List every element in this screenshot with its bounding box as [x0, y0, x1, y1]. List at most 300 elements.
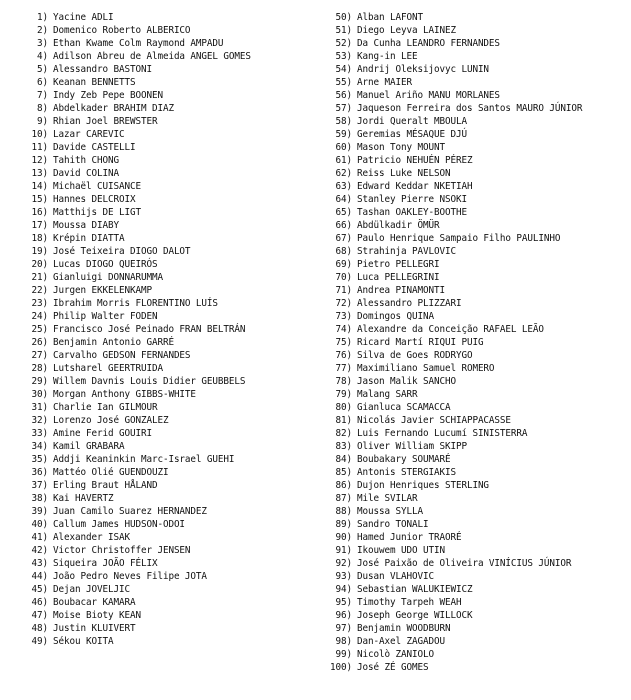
list-item	[320, 427, 582, 440]
player-name: Andrea PINAMONTI	[357, 285, 445, 296]
list-item	[320, 128, 582, 141]
list-item	[18, 401, 251, 414]
player-name: Siqueira JOÃO FÉLIX	[53, 558, 158, 569]
item-number: 36)	[31, 467, 48, 478]
list-item	[320, 284, 582, 297]
list-item	[320, 544, 582, 557]
list-item	[320, 310, 582, 323]
item-number: 84)	[335, 454, 352, 465]
list-item	[18, 115, 251, 128]
player-name: Mattéo Olié GUENDOUZI	[53, 467, 169, 478]
player-name: José ZÉ GOMES	[357, 662, 429, 673]
item-number: 90)	[335, 532, 352, 543]
player-name: Francisco José Peinado FRAN BELTRÁN	[53, 324, 246, 335]
player-name: David COLINA	[53, 168, 119, 179]
list-item	[18, 63, 251, 76]
player-name: Addji Keaninkin Marc-Israel GUEHI	[53, 454, 235, 465]
item-number: 72)	[335, 298, 352, 309]
list-item	[320, 193, 582, 206]
item-number: 5)	[37, 64, 48, 75]
player-name: Rhian Joel BREWSTER	[53, 116, 158, 127]
list-item	[18, 518, 251, 531]
item-number: 73)	[335, 311, 352, 322]
player-name: Abdelkader BRAHIM DIAZ	[53, 103, 174, 114]
item-number: 4)	[37, 51, 48, 62]
player-name: Alexandre da Conceição RAFAEL LEÃO	[357, 324, 544, 335]
player-name: Morgan Anthony GIBBS-WHITE	[53, 389, 196, 400]
player-name: Ricard Martí RIQUI PUIG	[357, 337, 484, 348]
player-name: Jason Malik SANCHO	[357, 376, 456, 387]
list-item	[320, 648, 582, 661]
item-number: 95)	[335, 597, 352, 608]
player-name: Amine Ferid GOUIRI	[53, 428, 152, 439]
list-item	[18, 310, 251, 323]
list-item	[320, 557, 582, 570]
player-name: Joseph George WILLOCK	[357, 610, 473, 621]
player-name: Keanan BENNETTS	[53, 77, 136, 88]
item-number: 50)	[335, 12, 352, 23]
list-item	[18, 50, 251, 63]
list-item	[320, 336, 582, 349]
player-name: Mason Tony MOUNT	[357, 142, 445, 153]
player-name: Ibrahim Morris FLORENTINO LUÍS	[53, 298, 218, 309]
player-name: Jaqueson Ferreira dos Santos MAURO JÚNIOR	[357, 103, 583, 114]
item-number: 66)	[335, 220, 352, 231]
item-number: 10)	[31, 129, 48, 140]
item-number: 91)	[335, 545, 352, 556]
player-name: Alexander ISAK	[53, 532, 130, 543]
player-name: Boubakary SOUMARÉ	[357, 454, 451, 465]
list-item	[18, 583, 251, 596]
list-item	[320, 531, 582, 544]
item-number: 88)	[335, 506, 352, 517]
list-item	[18, 427, 251, 440]
player-name: Moussa SYLLA	[357, 506, 423, 517]
list-item	[18, 544, 251, 557]
player-name: Mile SVILAR	[357, 493, 418, 504]
list-item	[320, 479, 582, 492]
player-name: Dujon Henriques STERLING	[357, 480, 489, 491]
item-number: 75)	[335, 337, 352, 348]
item-number: 67)	[335, 233, 352, 244]
item-number: 1)	[37, 12, 48, 23]
item-number: 60)	[335, 142, 352, 153]
item-number: 55)	[335, 77, 352, 88]
list-item	[18, 180, 251, 193]
list-item	[320, 180, 582, 193]
list-item	[320, 518, 582, 531]
player-name: Yacine ADLI	[53, 12, 114, 23]
item-number: 92)	[335, 558, 352, 569]
list-item	[18, 76, 251, 89]
item-number: 6)	[37, 77, 48, 88]
list-item	[18, 453, 251, 466]
player-name: Dan-Axel ZAGADOU	[357, 636, 445, 647]
list-item	[320, 375, 582, 388]
player-name: Adilson Abreu de Almeida ANGEL GOMES	[53, 51, 251, 62]
item-number: 19)	[31, 246, 48, 257]
item-number: 27)	[31, 350, 48, 361]
list-item	[320, 609, 582, 622]
list-item	[320, 89, 582, 102]
list-item	[320, 323, 582, 336]
list-item	[18, 245, 251, 258]
item-number: 46)	[31, 597, 48, 608]
item-number: 9)	[37, 116, 48, 127]
list-item	[18, 362, 251, 375]
item-number: 79)	[335, 389, 352, 400]
list-item	[18, 505, 251, 518]
item-number: 17)	[31, 220, 48, 231]
list-item	[320, 154, 582, 167]
player-name: Patricio NEHUÉN PÉREZ	[357, 155, 473, 166]
player-name: Sandro TONALI	[357, 519, 429, 530]
player-name: Alessandro PLIZZARI	[357, 298, 462, 309]
item-number: 68)	[335, 246, 352, 257]
player-name: Andrij Oleksijovyc LUNIN	[357, 64, 489, 75]
player-name: Charlie Ian GILMOUR	[53, 402, 158, 413]
list-item	[18, 258, 251, 271]
player-name: Edward Keddar NKETIAH	[357, 181, 473, 192]
player-name: Moussa DIABY	[53, 220, 119, 231]
item-number: 89)	[335, 519, 352, 530]
player-name: Benjamin WOODBURN	[357, 623, 451, 634]
list-item	[320, 167, 582, 180]
item-number: 93)	[335, 571, 352, 582]
item-number: 69)	[335, 259, 352, 270]
item-number: 32)	[31, 415, 48, 426]
item-number: 62)	[335, 168, 352, 179]
list-item	[320, 219, 582, 232]
item-number: 80)	[335, 402, 352, 413]
player-name: Lazar CAREVIC	[53, 129, 125, 140]
player-name: Paulo Henrique Sampaio Filho PAULINHO	[357, 233, 561, 244]
player-name: Domingos QUINA	[357, 311, 434, 322]
item-number: 85)	[335, 467, 352, 478]
list-item	[320, 401, 582, 414]
item-number: 16)	[31, 207, 48, 218]
item-number: 78)	[335, 376, 352, 387]
list-item	[18, 141, 251, 154]
player-name: Tahith CHONG	[53, 155, 119, 166]
item-number: 63)	[335, 181, 352, 192]
list-item	[320, 37, 582, 50]
item-number: 3)	[37, 38, 48, 49]
player-name: Abdülkadir ÖMÜR	[357, 220, 440, 231]
item-number: 61)	[335, 155, 352, 166]
player-name: José Paixão de Oliveira VINÍCIUS JÚNIOR	[357, 558, 572, 569]
item-number: 48)	[31, 623, 48, 634]
list-item	[18, 284, 251, 297]
list-item	[18, 596, 251, 609]
player-name: João Pedro Neves Filipe JOTA	[53, 571, 207, 582]
player-name: Oliver William SKIPP	[357, 441, 467, 452]
item-number: 52)	[335, 38, 352, 49]
item-number: 71)	[335, 285, 352, 296]
player-name: Sékou KOITA	[53, 636, 114, 647]
list-item	[320, 141, 582, 154]
player-name: Lucas DIOGO QUEIRÓS	[53, 259, 158, 270]
item-number: 13)	[31, 168, 48, 179]
list-item	[320, 596, 582, 609]
player-name: Diego Leyva LAINEZ	[357, 25, 456, 36]
list-item	[320, 661, 582, 674]
list-item	[18, 609, 251, 622]
list-item	[320, 258, 582, 271]
item-number: 57)	[335, 103, 352, 114]
item-number: 20)	[31, 259, 48, 270]
left-column-list	[18, 11, 251, 648]
list-item	[320, 349, 582, 362]
player-name: Malang SARR	[357, 389, 418, 400]
list-item	[18, 167, 251, 180]
list-item	[320, 297, 582, 310]
list-item	[320, 583, 582, 596]
list-item	[18, 323, 251, 336]
item-number: 12)	[31, 155, 48, 166]
player-name: Luca PELLEGRINI	[357, 272, 440, 283]
player-name: Dusan VLAHOVIC	[357, 571, 434, 582]
item-number: 96)	[335, 610, 352, 621]
player-name: José Teixeira DIOGO DALOT	[53, 246, 191, 257]
item-number: 77)	[335, 363, 352, 374]
item-number: 39)	[31, 506, 48, 517]
list-item	[320, 453, 582, 466]
item-number: 87)	[335, 493, 352, 504]
player-name: Jurgen EKKELENKAMP	[53, 285, 152, 296]
item-number: 24)	[31, 311, 48, 322]
list-item	[18, 557, 251, 570]
list-item	[320, 362, 582, 375]
item-number: 94)	[335, 584, 352, 595]
list-item	[320, 245, 582, 258]
item-number: 65)	[335, 207, 352, 218]
list-item	[18, 271, 251, 284]
player-name: Hamed Junior TRAORÉ	[357, 532, 462, 543]
list-item	[320, 206, 582, 219]
item-number: 86)	[335, 480, 352, 491]
list-item	[320, 102, 582, 115]
item-number: 15)	[31, 194, 48, 205]
player-name: Manuel Ariño MANU MORLANES	[357, 90, 500, 101]
list-item	[320, 492, 582, 505]
player-name: Hannes DELCROIX	[53, 194, 136, 205]
player-name: Da Cunha LEANDRO FERNANDES	[357, 38, 500, 49]
player-name: Tashan OAKLEY-BOOTHE	[357, 207, 467, 218]
list-item	[18, 531, 251, 544]
item-number: 49)	[31, 636, 48, 647]
list-item	[320, 271, 582, 284]
item-number: 59)	[335, 129, 352, 140]
list-item	[18, 206, 251, 219]
player-name: Victor Christoffer JENSEN	[53, 545, 191, 556]
item-number: 44)	[31, 571, 48, 582]
player-name: Ikouwem UDO UTIN	[357, 545, 445, 556]
player-name: Gianluca SCAMACCA	[357, 402, 451, 413]
player-name: Kamil GRABARA	[53, 441, 125, 452]
item-number: 2)	[37, 25, 48, 36]
item-number: 38)	[31, 493, 48, 504]
player-name: Callum James HUDSON-ODOI	[53, 519, 185, 530]
item-number: 23)	[31, 298, 48, 309]
list-item	[18, 219, 251, 232]
item-number: 45)	[31, 584, 48, 595]
list-item	[18, 232, 251, 245]
item-number: 47)	[31, 610, 48, 621]
list-item	[18, 128, 251, 141]
item-number: 22)	[31, 285, 48, 296]
item-number: 42)	[31, 545, 48, 556]
list-item	[320, 505, 582, 518]
list-item	[18, 37, 251, 50]
player-name: Silva de Goes RODRYGO	[357, 350, 473, 361]
list-item	[18, 440, 251, 453]
list-item	[18, 349, 251, 362]
list-item	[18, 635, 251, 648]
list-item	[18, 479, 251, 492]
item-number: 7)	[37, 90, 48, 101]
list-item	[18, 375, 251, 388]
player-name: Lutsharel GEERTRUIDA	[53, 363, 163, 374]
player-name: Lorenzo José GONZALEZ	[53, 415, 169, 426]
item-number: 30)	[31, 389, 48, 400]
item-number: 58)	[335, 116, 352, 127]
list-item	[18, 102, 251, 115]
player-name: Michaël CUISANCE	[53, 181, 141, 192]
list-item	[320, 635, 582, 648]
player-name: Reiss Luke NELSON	[357, 168, 451, 179]
item-number: 31)	[31, 402, 48, 413]
item-number: 34)	[31, 441, 48, 452]
item-number: 40)	[31, 519, 48, 530]
item-number: 43)	[31, 558, 48, 569]
list-item	[320, 232, 582, 245]
item-number: 54)	[335, 64, 352, 75]
player-name: Jordi Queralt MBOULA	[357, 116, 467, 127]
player-name: Juan Camilo Suarez HERNANDEZ	[53, 506, 207, 517]
item-number: 83)	[335, 441, 352, 452]
list-item	[320, 414, 582, 427]
player-name: Alban LAFONT	[357, 12, 423, 23]
list-item	[320, 388, 582, 401]
list-item	[18, 570, 251, 583]
list-item	[320, 440, 582, 453]
player-name: Luis Fernando Lucumí SINISTERRA	[357, 428, 528, 439]
list-item	[18, 154, 251, 167]
item-number: 51)	[335, 25, 352, 36]
player-name: Davide CASTELLI	[53, 142, 136, 153]
list-item	[320, 11, 582, 24]
player-name: Philip Walter FODEN	[53, 311, 158, 322]
item-number: 37)	[31, 480, 48, 491]
item-number: 14)	[31, 181, 48, 192]
player-name: Benjamin Antonio GARRÉ	[53, 337, 174, 348]
player-name: Willem Davnis Louis Didier GEUBBELS	[53, 376, 246, 387]
list-item	[320, 63, 582, 76]
player-name: Gianluigi DONNARUMMA	[53, 272, 163, 283]
player-name: Dejan JOVELJIC	[53, 584, 130, 595]
list-item	[320, 115, 582, 128]
right-column-list	[320, 11, 582, 674]
list-item	[18, 11, 251, 24]
list-item	[320, 466, 582, 479]
list-item	[18, 388, 251, 401]
list-item	[320, 50, 582, 63]
player-name: Carvalho GEDSON FERNANDES	[53, 350, 191, 361]
list-item	[18, 492, 251, 505]
player-name: Arne MAIER	[357, 77, 412, 88]
item-number: 35)	[31, 454, 48, 465]
item-number: 25)	[31, 324, 48, 335]
player-name: Krépin DIATTA	[53, 233, 125, 244]
list-item	[320, 622, 582, 635]
item-number: 70)	[335, 272, 352, 283]
player-name: Kang-in LEE	[357, 51, 418, 62]
item-number: 11)	[31, 142, 48, 153]
item-number: 26)	[31, 337, 48, 348]
list-item	[18, 414, 251, 427]
list-item	[18, 622, 251, 635]
item-number: 74)	[335, 324, 352, 335]
player-name: Stanley Pierre NSOKI	[357, 194, 467, 205]
item-number: 97)	[335, 623, 352, 634]
item-number: 76)	[335, 350, 352, 361]
player-name: Sebastian WALUKIEWICZ	[357, 584, 473, 595]
item-number: 28)	[31, 363, 48, 374]
player-name: Maximiliano Samuel ROMERO	[357, 363, 495, 374]
player-name: Erling Braut HÅLAND	[53, 480, 158, 491]
player-name: Justin KLUIVERT	[53, 623, 136, 634]
player-name: Indy Zeb Pepe BOONEN	[53, 90, 163, 101]
item-number: 21)	[31, 272, 48, 283]
player-name: Geremias MÉSAQUE DJÚ	[357, 129, 467, 140]
player-name: Pietro PELLEGRI	[357, 259, 440, 270]
player-name: Alessandro BASTONI	[53, 64, 152, 75]
item-number: 18)	[31, 233, 48, 244]
player-name: Nicolás Javier SCHIAPPACASSE	[357, 415, 511, 426]
item-number: 8)	[37, 103, 48, 114]
list-item	[320, 76, 582, 89]
item-number: 56)	[335, 90, 352, 101]
list-item	[18, 24, 251, 37]
item-number: 41)	[31, 532, 48, 543]
list-item	[18, 297, 251, 310]
list-item	[18, 336, 251, 349]
player-name: Boubacar KAMARA	[53, 597, 136, 608]
player-name: Timothy Tarpeh WEAH	[357, 597, 462, 608]
list-item	[320, 24, 582, 37]
player-name: Strahinja PAVLOVIC	[357, 246, 456, 257]
player-name: Moise Bioty KEAN	[53, 610, 141, 621]
player-name: Kai HAVERTZ	[53, 493, 114, 504]
item-number: 53)	[335, 51, 352, 62]
list-item	[18, 193, 251, 206]
player-name: Domenico Roberto ALBERICO	[53, 25, 191, 36]
item-number: 81)	[335, 415, 352, 426]
list-item	[320, 570, 582, 583]
item-number: 29)	[31, 376, 48, 387]
player-name: Matthijs DE LIGT	[53, 207, 141, 218]
item-number: 64)	[335, 194, 352, 205]
player-name: Ethan Kwame Colm Raymond AMPADU	[53, 38, 224, 49]
player-name: Nicolò ZANIOLO	[357, 649, 434, 660]
item-number: 82)	[335, 428, 352, 439]
list-item	[18, 466, 251, 479]
item-number: 100)	[330, 662, 352, 673]
item-number: 33)	[31, 428, 48, 439]
list-item	[18, 89, 251, 102]
item-number: 99)	[335, 649, 352, 660]
